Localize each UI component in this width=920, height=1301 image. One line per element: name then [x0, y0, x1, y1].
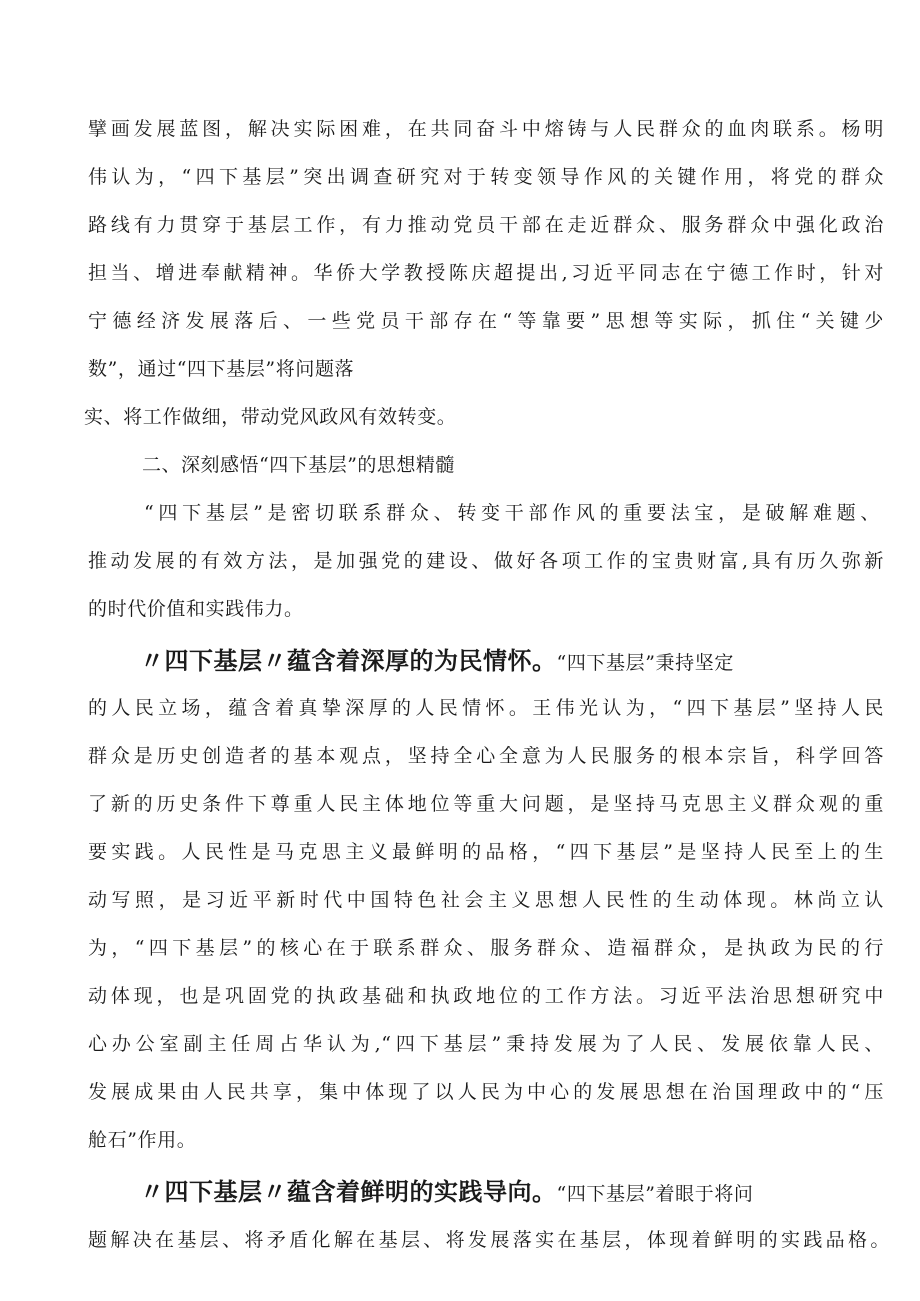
point1-line-4: 了新的历史条件下尊重人民主体地位等重大问题，是坚持马克思主义群众观的重 [88, 793, 884, 815]
point2-line-2: 题解决在基层、将矛盾化解在基层、将发展落实在基层，体现着鲜明的实践品格。 [88, 1229, 890, 1251]
paragraph2-line-2: 推动发展的有效方法，是加强党的建设、做好各项工作的宝贵财富,具有历久弥新 [88, 550, 884, 572]
point1-line-3: 群众是历史创造者的基本观点，坚持全心全意为人民服务的根本宗旨，科学回答 [88, 745, 884, 767]
paragraph1-line-6: 数”，通过“四下基层”将问题落 [88, 358, 355, 380]
paragraph1-line-5: 宁德经济发展落后、一些党员干部存在“等靠要”思想等实际，抓住“关键少 [88, 310, 884, 332]
point1-line-11: 舱石”作用。 [88, 1129, 197, 1151]
point2-first-line-rest: “四下基层”着眼于将问 [556, 1183, 754, 1205]
paragraph2-line-1: “四下基层”是密切联系群众、转变干部作风的重要法宝，是破解难题、 [144, 502, 880, 524]
paragraph1-line-3: 路线有力贯穿于基层工作，有力推动党员干部在走近群众、服务群众中强化政治 [88, 214, 884, 236]
point1-first-line-rest: “四下基层”秉持坚定 [556, 652, 734, 674]
paragraph2-line-3: 的时代价值和实践伟力。 [88, 598, 304, 620]
point1-line-7: 为，“四下基层”的核心在于联系群众、服务群众、造福群众，是执政为民的行 [88, 937, 884, 959]
point2-first-line [140, 1176, 880, 1210]
section-heading: 二、深刻感悟“四下基层”的思想精髓 [142, 454, 455, 476]
paragraph1-line-7: 实、将工作做细，带动党风政风有效转变。 [84, 406, 457, 428]
paragraph1-line-4: 担当、增进奉献精神。华侨大学教授陈庆超提出,习近平同志在宁德工作时，针对 [88, 262, 884, 284]
point2-lead: 〃四下基层〃蕴含着鲜明的实践导向。 [140, 1178, 557, 1206]
point1-lead: 〃四下基层〃蕴含着深厚的为民情怀。 [140, 647, 557, 675]
paragraph1-line-2: 伟认为，“四下基层”突出调查研究对于转变领导作风的关键作用，将党的群众 [88, 166, 884, 188]
point1-line-6: 动写照，是习近平新时代中国特色社会主义思想人民性的生动体现。林尚立认 [88, 889, 884, 911]
point1-line-5: 要实践。人民性是马克思主义最鲜明的品格，“四下基层”是坚持人民至上的生 [88, 841, 884, 863]
paragraph1-line-1: 擘画发展蓝图，解决实际困难，在共同奋斗中熔铸与人民群众的血肉联系。杨明 [88, 118, 884, 140]
point1-line-10: 发展成果由人民共享，集中体现了以人民为中心的发展思想在治国理政中的“压 [88, 1081, 884, 1103]
point1-line-2: 的人民立场，蕴含着真挚深厚的人民情怀。王伟光认为，“四下基层”坚持人民 [88, 697, 884, 719]
point1-line-9: 心办公室副主任周占华认为,“四下基层”秉持发展为了人民、发展依靠人民、 [88, 1033, 884, 1055]
point1-first-line [140, 645, 880, 679]
point1-line-8: 动体现，也是巩固党的执政基础和执政地位的工作方法。习近平法治思想研究中 [88, 985, 884, 1007]
